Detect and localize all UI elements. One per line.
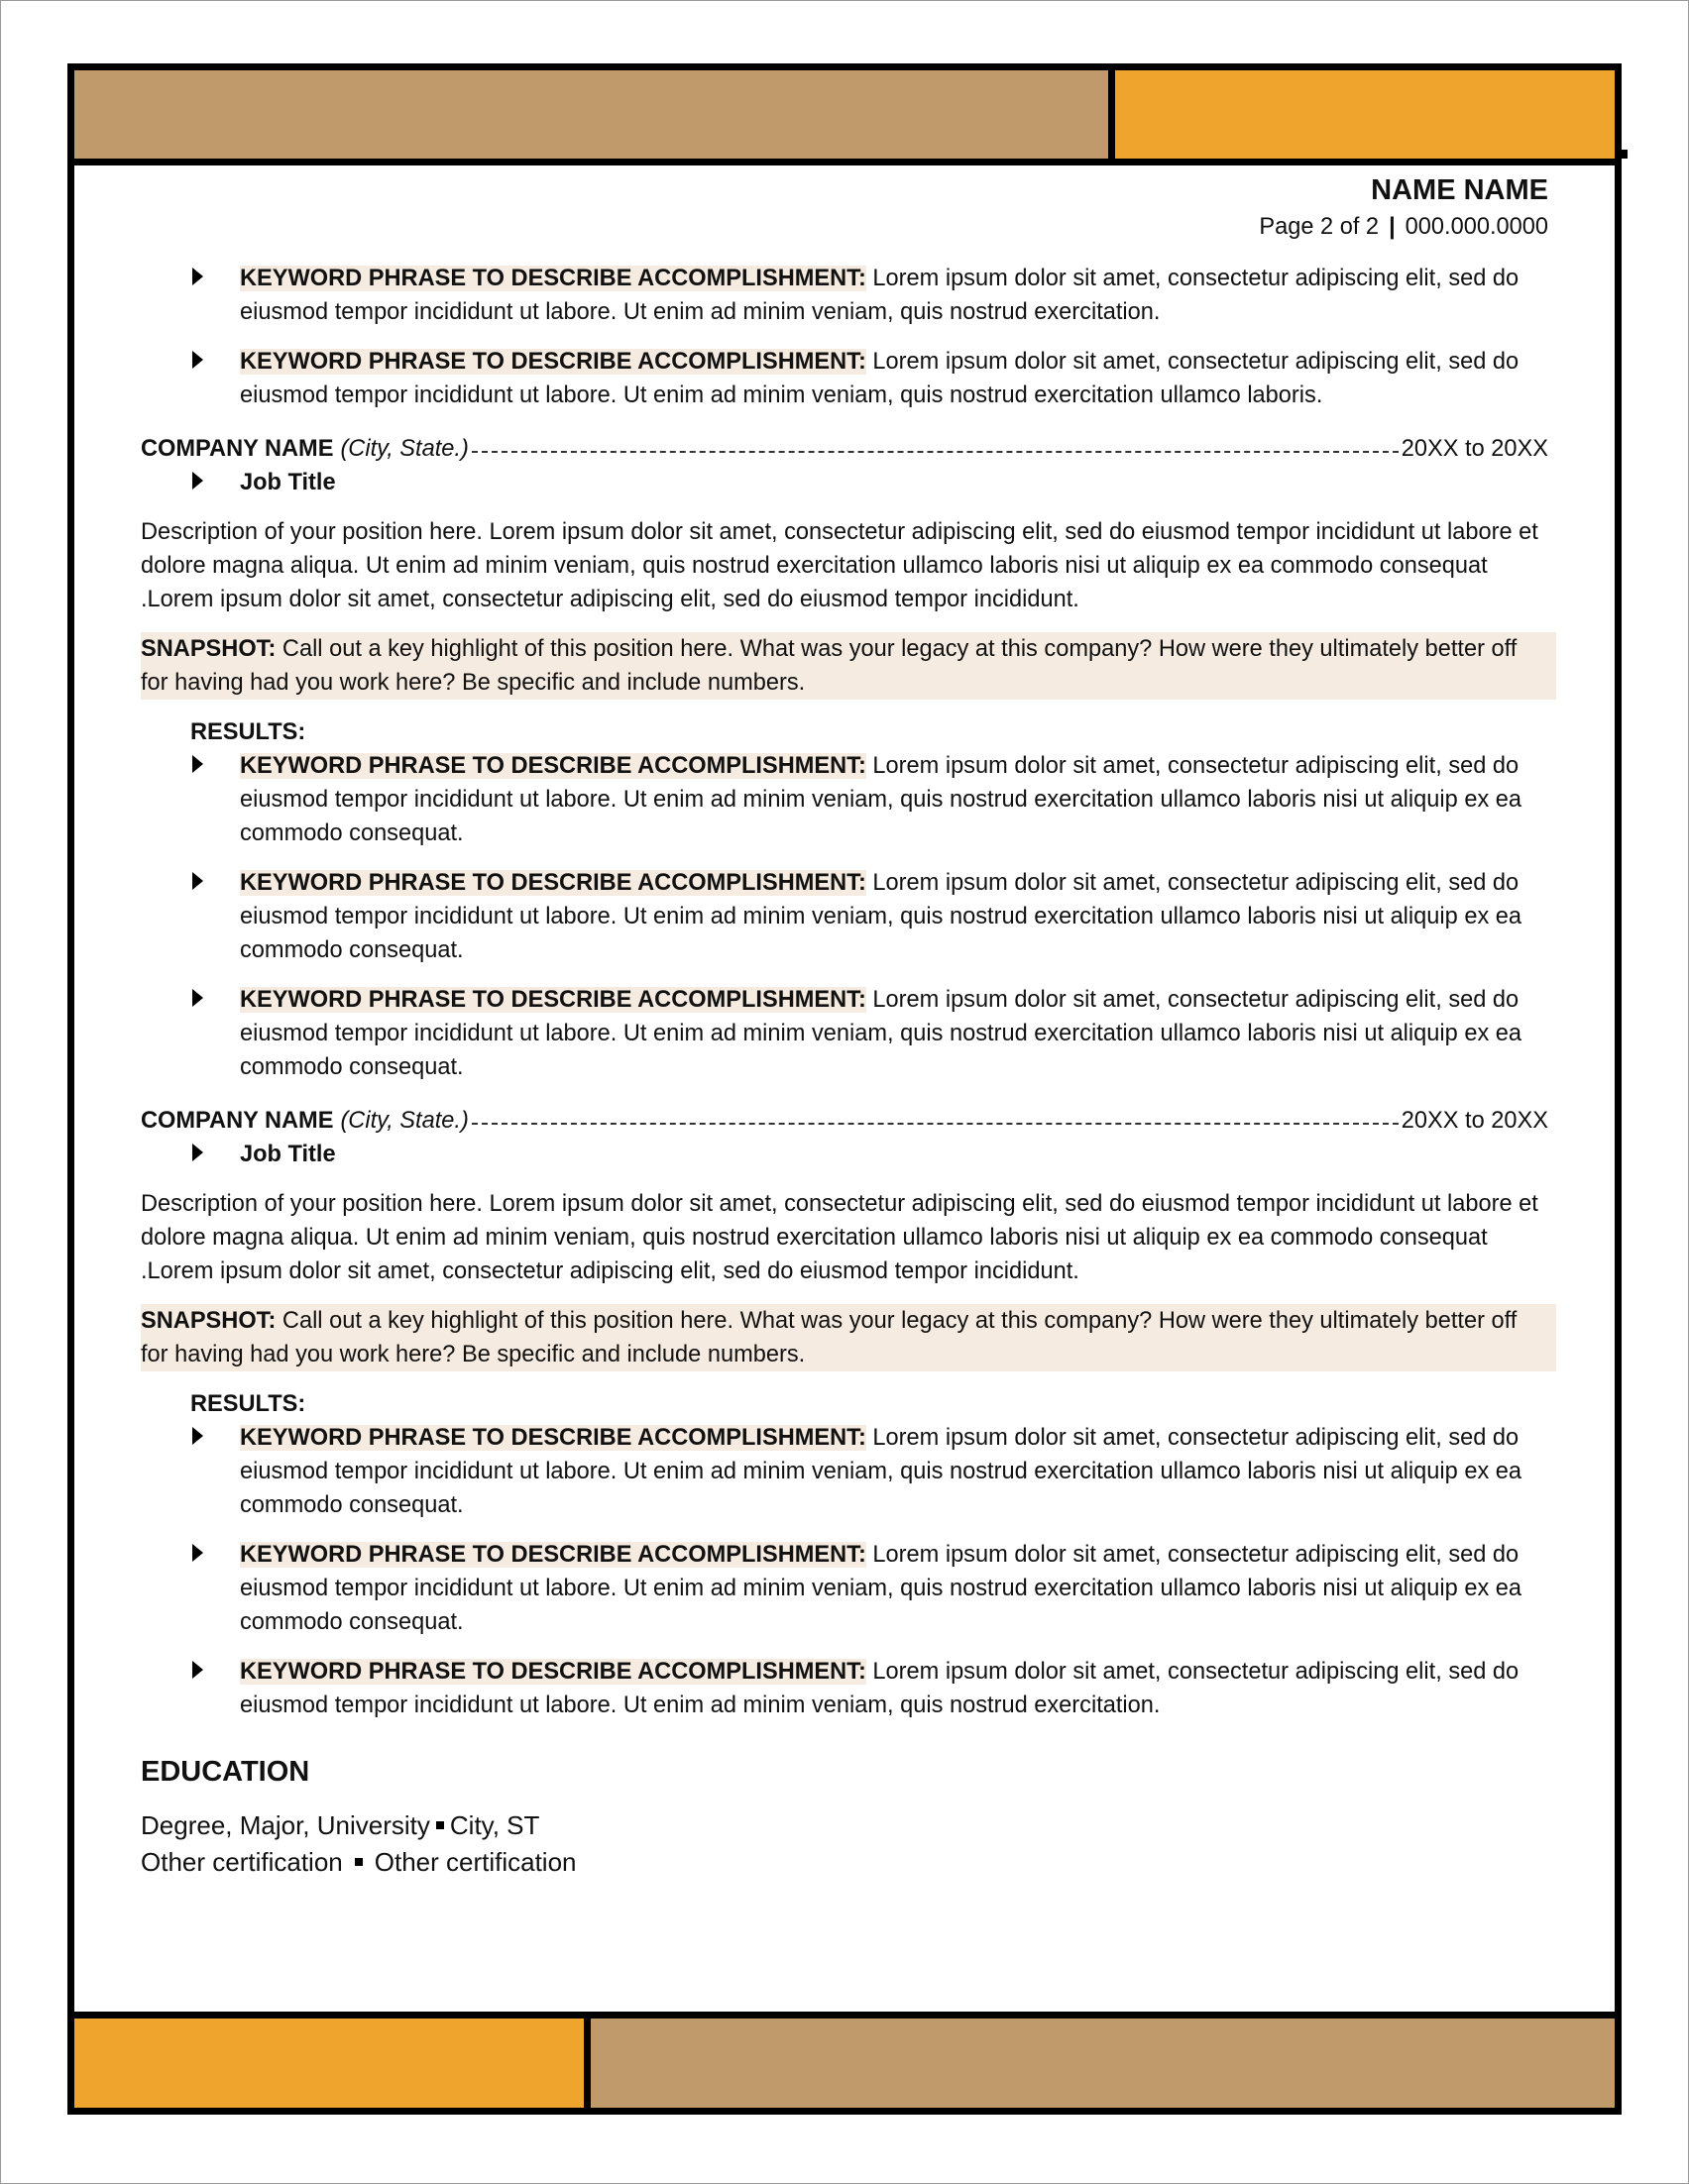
bullet-text: Lorem ipsum dolor sit amet, consectetur adipiscing elit, sed do eiusmod tempor incididunt ut labore. Ut enim ad minim veniam, quis nostrud exercitation.	[240, 1659, 1520, 1718]
company-name: COMPANY NAME	[141, 436, 334, 462]
keyword-phrase: KEYWORD PHRASE TO DESCRIBE ACCOMPLISHMENT:	[240, 1542, 866, 1568]
snapshot-text: Call out a key highlight of this position here. What was your legacy at this company? How were they ultimately better off for having had you work here? Be specific and include numbers.	[141, 1308, 1518, 1367]
keyword-phrase: KEYWORD PHRASE TO DESCRIBE ACCOMPLISHMENT:	[240, 987, 866, 1013]
resume-content	[141, 170, 1548, 1881]
job-title-text: Job Title	[240, 1142, 336, 1167]
bullet-text: Lorem ipsum dolor sit amet, consectetur adipiscing elit, sed do eiusmod tempor incididunt ut labore. Ut enim ad minim veniam, quis nostrud exercitation ullamco laboris.	[240, 349, 1520, 408]
bullet-text: Lorem ipsum dolor sit amet, consectetur adipiscing elit, sed do eiusmod tempor incididunt ut labore. Ut enim ad minim veniam, quis nostrud exercitation ullamco laboris nisi ut aliquip ex ea commodo consequat.	[240, 753, 1522, 846]
list-item	[141, 345, 1548, 412]
bottom-orange-block	[74, 2019, 584, 2108]
job-entry	[141, 432, 1548, 1084]
list-item	[141, 1538, 1548, 1639]
education-cert-line	[141, 1844, 1548, 1881]
results-label: RESULTS:	[190, 719, 306, 745]
company-line	[141, 1104, 1548, 1138]
keyword-phrase: KEYWORD PHRASE TO DESCRIBE ACCOMPLISHMENT:	[240, 1425, 866, 1451]
bottom-tan-block	[591, 2019, 1615, 2108]
phone-number: 000.000.0000	[1405, 214, 1548, 240]
keyword-phrase: KEYWORD PHRASE TO DESCRIBE ACCOMPLISHMENT:	[240, 266, 866, 291]
candidate-name: NAME NAME	[1371, 174, 1548, 206]
snapshot-text: Call out a key highlight of this position here. What was your legacy at this company? How were they ultimately better off for having had you work here? Be specific and include numbers.	[141, 636, 1518, 696]
snapshot-label: SNAPSHOT:	[141, 636, 277, 662]
keyword-phrase: KEYWORD PHRASE TO DESCRIBE ACCOMPLISHMENT:	[240, 349, 866, 375]
job-description: Description of your position here. Lorem ipsum dolor sit amet, consectetur adipiscing elit, sed do eiusmod tempor incididunt ut labore et dolore magna aliqua. Ut enim ad minim veniam, quis nostrud exercitation ullamco laboris nisi ut aliquip ex ea commodo consequat .Lorem ipsum dolor sit amet, consectetur adipiscing elit, sed do eiusmod tempor incididunt.	[141, 519, 1538, 612]
certification-2: Other certification	[374, 1847, 577, 1877]
top-divider	[1108, 70, 1115, 159]
job-title	[141, 466, 1548, 499]
job-dates: 20XX to 20XX	[1401, 1108, 1548, 1134]
certification-1: Other certification	[141, 1847, 343, 1877]
triangle-bullet-icon	[192, 472, 203, 490]
job-entry	[141, 1104, 1548, 1722]
top-color-bar	[74, 70, 1615, 165]
bullet-text: Lorem ipsum dolor sit amet, consectetur adipiscing elit, sed do eiusmod tempor incididunt ut labore. Ut enim ad minim veniam, quis nostrud exercitation ullamco laboris nisi ut aliquip ex ea commodo consequat.	[240, 987, 1522, 1080]
list-item	[141, 983, 1548, 1084]
snapshot-box	[141, 1304, 1556, 1371]
bullet-text: Lorem ipsum dolor sit amet, consectetur adipiscing elit, sed do eiusmod tempor incididunt ut labore. Ut enim ad minim veniam, quis nostrud exercitation ullamco laboris nisi ut aliquip ex ea commodo consequat.	[240, 1542, 1522, 1635]
resume-header	[141, 170, 1548, 244]
snapshot-box	[141, 632, 1556, 700]
top-orange-block	[1115, 70, 1615, 159]
list-item	[141, 866, 1548, 967]
triangle-bullet-icon	[192, 1144, 203, 1161]
keyword-phrase: KEYWORD PHRASE TO DESCRIBE ACCOMPLISHMENT:	[240, 1659, 866, 1685]
company-line	[141, 432, 1548, 466]
results-label: RESULTS:	[190, 1391, 306, 1417]
bottom-divider	[584, 2019, 591, 2108]
header-separator: |	[1389, 214, 1396, 240]
job-title-text: Job Title	[240, 470, 336, 495]
dotted-leader	[472, 1123, 1399, 1125]
triangle-bullet-icon	[192, 755, 203, 773]
bullet-text: Lorem ipsum dolor sit amet, consectetur adipiscing elit, sed do eiusmod tempor incididunt ut labore. Ut enim ad minim veniam, quis nostrud exercitation ullamco laboris nisi ut aliquip ex ea commodo consequat.	[240, 870, 1522, 963]
triangle-bullet-icon	[192, 1427, 203, 1445]
education-degree-line	[141, 1807, 1548, 1844]
keyword-phrase: KEYWORD PHRASE TO DESCRIBE ACCOMPLISHMENT:	[240, 753, 866, 779]
job-title	[141, 1138, 1548, 1171]
triangle-bullet-icon	[192, 989, 203, 1007]
education-heading: EDUCATION	[141, 1756, 310, 1788]
triangle-bullet-icon	[192, 1544, 203, 1562]
page-info	[141, 210, 1548, 244]
dotted-leader	[472, 451, 1399, 453]
top-bar-notch	[1615, 150, 1628, 159]
keyword-phrase: KEYWORD PHRASE TO DESCRIBE ACCOMPLISHMENT:	[240, 870, 866, 896]
bullet-text: Lorem ipsum dolor sit amet, consectetur adipiscing elit, sed do eiusmod tempor incididunt ut labore. Ut enim ad minim veniam, quis nostrud exercitation ullamco laboris nisi ut aliquip ex ea commodo consequat.	[240, 1425, 1522, 1518]
job-description: Description of your position here. Lorem ipsum dolor sit amet, consectetur adipiscing elit, sed do eiusmod tempor incididunt ut labore et dolore magna aliqua. Ut enim ad minim veniam, quis nostrud exercitation ullamco laboris nisi ut aliquip ex ea commodo consequat .Lorem ipsum dolor sit amet, consectetur adipiscing elit, sed do eiusmod tempor incididunt.	[141, 1191, 1538, 1284]
triangle-bullet-icon	[192, 268, 203, 285]
education-location: City, ST	[449, 1810, 540, 1840]
intro-bullets	[141, 262, 1548, 412]
triangle-bullet-icon	[192, 1661, 203, 1679]
company-name: COMPANY NAME	[141, 1108, 334, 1134]
list-item	[141, 1421, 1548, 1522]
bullet-text: Lorem ipsum dolor sit amet, consectetur adipiscing elit, sed do eiusmod tempor incididunt ut labore. Ut enim ad minim veniam, quis nostrud exercitation.	[240, 266, 1520, 325]
bottom-color-bar	[74, 2012, 1615, 2108]
list-item	[141, 1655, 1548, 1722]
triangle-bullet-icon	[192, 351, 203, 369]
list-item	[141, 749, 1548, 850]
square-bullet-icon	[436, 1821, 444, 1829]
snapshot-label: SNAPSHOT:	[141, 1308, 277, 1334]
list-item	[141, 262, 1548, 329]
company-location: (City, State.)	[340, 436, 469, 462]
job-dates: 20XX to 20XX	[1401, 436, 1548, 462]
triangle-bullet-icon	[192, 872, 203, 890]
square-bullet-icon	[355, 1858, 363, 1866]
degree-text: Degree, Major, University	[141, 1810, 430, 1840]
page-number: Page 2 of 2	[1259, 214, 1380, 240]
top-tan-block	[74, 70, 1108, 159]
company-location: (City, State.)	[340, 1108, 469, 1134]
